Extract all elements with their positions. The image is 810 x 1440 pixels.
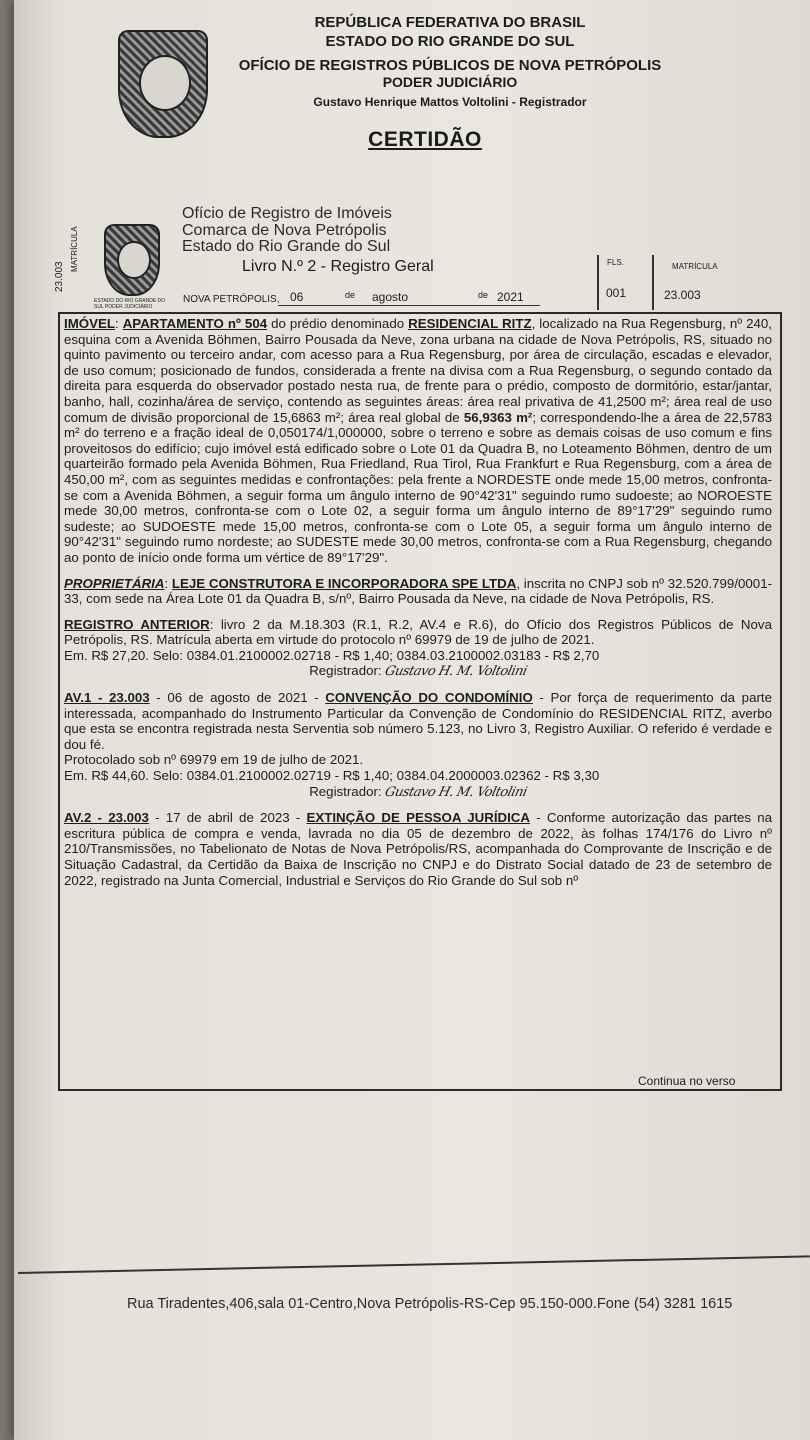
emblem-caption: ESTADO DO RIO GRANDE DO SUL PODER JUDICIÁRIO [94, 298, 166, 310]
fls-value: 001 [606, 286, 627, 300]
matricula-value: 23.003 [664, 288, 701, 302]
date-day: 06 [290, 290, 304, 304]
matricula-label: MATRÍCULA [672, 262, 718, 271]
document-title: CERTIDÃO [368, 128, 482, 151]
registrador-signature: Gustavo H. M. Voltolini [383, 784, 529, 800]
date-de: de [345, 290, 356, 300]
av1-label: AV.1 - 23.003 [64, 690, 150, 706]
imovel-text: , localizado na Rua Regensburg, nº 240, esquina com a Avenida Böhmen, Bairro Pousada da Neve, zona urbana na cidade de Nova Petrópolis, RS, situado no quinto pavimento ou terceiro andar, com acesso para a Rua Regensburg, por área de circulação, escadas e elevador, de uso comum; posicionado de fundos, considerada a frente na divisa com a Rua Regensburg, o segundo contado da direita para esquerda do observador postado nesta rua, de frente para o prédio, composto de dormitório, estar/jantar, banho, hall, cozinha/área de serviço, contendo as seguintes áreas: área real privativa de 41,2500 m²; área real de uso comum de divisão proporcional de 15,6863 m²; área real global de [64, 316, 772, 425]
registrador-signature-line [64, 663, 772, 680]
registrador-signature: Gustavo H. M. Voltolini [383, 664, 529, 680]
registrador-signature-line [64, 784, 772, 801]
owner-name: LEJE CONSTRUTORA E INCORPORADORA SPE LTDA [171, 575, 517, 591]
header-office: OFÍCIO DE REGISTROS PÚBLICOS DE NOVA PETRÓPOLIS [238, 57, 662, 74]
date-de: de [478, 290, 489, 300]
office-name: Ofício de Registro de Imóveis [182, 205, 392, 222]
imovel-text: do prédio denominado [267, 316, 409, 331]
footer-address: Rua Tiradentes,406,sala 01-Centro,Nova Petrópolis-RS-Cep 95.150-000.Fone (54) 3281 1615 [127, 1296, 733, 1312]
proprietaria-label: PROPRIETÁRIA [64, 575, 165, 591]
fls-label: FLS. [607, 258, 624, 267]
av1-date: - 06 de agosto de 2021 - [149, 690, 326, 706]
av1-protocol: Protocolado sob nº 69979 em 19 de julho de 2021. [64, 752, 364, 768]
av1-section [64, 690, 772, 784]
date-city: NOVA PETRÓPOLIS, [183, 294, 280, 305]
registro-anterior-section [64, 617, 772, 664]
date-year: 2021 [497, 290, 524, 304]
registro-anterior-fees: Em. R$ 27,20. Selo: 0384.01.2100002.02718 - R$ 1,40; 0384.03.2100002.03183 - R$ 2,70 [64, 647, 600, 663]
registro-anterior-text: : livro 2 da M.18.303 (R.1, R.2, AV.4 e R.6), do Ofício dos Registros Públicos de Nova Petrópolis, RS. Matrícula aberta em virtude do protocolo nº 69979 de 19 de julho de 2021. [64, 616, 772, 648]
matricula-box-divider [652, 255, 654, 310]
imovel-unit: APARTAMENTO nº 504 [122, 316, 268, 331]
imovel-section: IMÓVEL: APARTAMENTO nº 504 do prédio denominado RESIDENCIAL RITZ, localizado na Rua Regensburg, nº 240, esquina com a Avenida Böhmen, Bairro Pousada da Neve, zona urbana na cidade de Nova Petrópolis, RS, situado no quinto pavimento ou terceiro andar, com acesso para a Rua Regensburg, por área de circulação, escadas e elevador, de uso comum; posicionado de fundos, considerada a frente na divisa com a Rua Regensburg, o segundo contado da direita para esquerda do observador postado nesta rua, de frente para o prédio, composto de dormitório, estar/jantar, banho, hall, cozinha/área de serviço, contendo as seguintes áreas: área real privativa de 41,2500 m²; área real de uso comum de divisão proporcional de 15,6863 m²; área real global de 56,9363 m²; correspondendo-lhe a área de 22,5783 m² do terreno e a fração ideal de 0,050174/1,000000, sobre o terreno e sobre as demais coisas de uso comum e fins proveitosos do edifício; cujo imóvel está edificado sobre o Lote 01 da Quadra B, no Loteamento Böhmen, dentro de um quarteirão formado pela Avenida Böhmen, Rua Friedland, Rua Tirol, Rua Frankfurt e Rua Regensburg, com a área de 450,00 m², com as seguintes medidas e confrontações: pela frente a NORDESTE onde mede 15,00 metros, confronta-se com a Avenida Böhmen, a seguir forma um ângulo interno de 90°42'31" seguindo rumo sudoeste; ao NOROESTE mede 30,00 metros, confronta-se com o Lote 02, a seguir forma um ângulo interno de 89°17'29" seguindo rumo sudeste; ao SUDOESTE mede 15,00 metros, confronta-se com o Lote 05, a seguir forma um ângulo interno de 90°42'31" seguindo rumo nordeste; ao SUDESTE mede 30,00 metros, confronta-se com a Rua Regensburg, chegando ao ponto de início onde forma um vértice de 89°17'29". [64, 316, 772, 565]
av1-heading: CONVENÇÃO DO CONDOMÍNIO [325, 690, 533, 706]
date-month: agosto [372, 290, 409, 304]
av2-text: - Conforme autorização das partes na escritura pública de compra e venda, lavrada no dia 05 de dezembro de 2022, às folhas 174/176 do Livro nº 210/Transmissões, no Tabelionato de Notas de Nova Petrópolis/RS, acompanhada do Comprovante de Inscrição e de Situação Cadastral, da Certidão da Baixa de Inscrição no CNPJ e do Distrato Social datado de 23 de setembro de 2022, registrado na Junta Comercial, Industrial e Serviços do Rio Grande do Sul sob nº [64, 810, 773, 888]
header-republic: REPÚBLICA FEDERATIVA DO BRASIL [314, 14, 586, 31]
av2-heading: EXTINÇÃO DE PESSOA JURÍDICA [306, 810, 531, 826]
av1-fees: Em. R$ 44,60. Selo: 0384.01.2100002.02719 - R$ 1,40; 0384.04.2000003.02362 - R$ 3,30 [64, 768, 600, 784]
building-name: RESIDENCIAL RITZ [408, 316, 532, 331]
header-registrar: Gustavo Henrique Mattos Voltolini - Registrador [313, 95, 587, 109]
imovel-text: ; correspondendo-lhe a área de 22,5783 m² do terreno e a fração ideal de 0,050174/1,000000, sobre o terreno e sobre as demais coisas de uso comum e fins proveitosos do edifício; cujo imóvel está edificado sobre o Lote 01 da Quadra B, no Loteamento Böhmen, dentro de um quarteirão formado pela Avenida Böhmen, Rua Friedland, Rua Tirol, Rua Frankfurt e Rua Regensburg, com a área de 450,00 m², com as seguintes medidas e confrontações: pela frente a NORDESTE onde mede 15,00 metros, confronta-se com a Avenida Böhmen, a seguir forma um ângulo interno de 90°42'31" seguindo rumo sudoeste; ao NOROESTE mede 30,00 metros, confronta-se com o Lote 02, a seguir forma um ângulo interno de 89°17'29" seguindo rumo sudeste; ao SUDOESTE mede 15,00 metros, confronta-se com o Lote 05, a seguir forma um ângulo interno de 90°42'31" seguindo rumo nordeste; ao SUDESTE mede 30,00 metros, confronta-se com a Rua Regensburg, chegando ao ponto de início onde forma um vértice de 89°17'29". [64, 409, 772, 565]
office-state: Estado do Rio Grande do Sul [182, 238, 391, 255]
continua-no-verso: Continua no verso [638, 1074, 736, 1088]
av2-section [64, 810, 772, 888]
small-coat-of-arms [104, 224, 160, 296]
header-state: ESTADO DO RIO GRANDE DO SUL [325, 33, 575, 50]
global-area: 56,9363 m² [463, 409, 533, 425]
av2-label: AV.2 - 23.003 [64, 810, 149, 826]
header-judiciary: PODER JUDICIÁRIO [382, 74, 518, 90]
date-underline [278, 305, 540, 306]
imovel-label: IMÓVEL [64, 316, 115, 331]
av1-text: - Por força de requerimento da parte interessada, acompanhado do Instrumento Particular da Convenção de Condomínio do RESIDENCIAL RITZ, averbo que esta se encontra registrada nesta Serventia sob número 5.123, no Livro 3, Registro Auxiliar. O referido é verdade e dou fé. [64, 690, 772, 752]
registrador-label: Registrador: [309, 663, 382, 679]
proprietaria-section: PROPRIETÁRIA: LEJE CONSTRUTORA E INCORPORADORA SPE LTDA, inscrita no CNPJ sob nº 32.520.799/0001-33, com sede na Área Lote 01 da Quadra B, s/nº, Bairro Pousada da Neve, na cidade de Nova Petrópolis, RS. [64, 575, 773, 607]
owner-text: , inscrita no CNPJ sob nº 32.520.799/0001-33, com sede na Área Lote 01 da Quadra B, s/nº, Bairro Pousada da Neve, na cidade de Nova Petrópolis, RS. [64, 575, 773, 607]
registry-content [64, 316, 772, 898]
side-matricula-label: MATRÍCULA [70, 226, 79, 272]
office-comarca: Comarca de Nova Petrópolis [182, 222, 387, 239]
book-label: Livro N.º 2 - Registro Geral [242, 258, 434, 275]
registro-anterior-label: REGISTRO ANTERIOR [64, 616, 210, 632]
registrador-label: Registrador: [309, 783, 382, 799]
fls-box-divider [597, 255, 599, 310]
side-matricula-number: 23.003 [54, 261, 65, 292]
av2-date: - 17 de abril de 2023 - [148, 810, 307, 826]
